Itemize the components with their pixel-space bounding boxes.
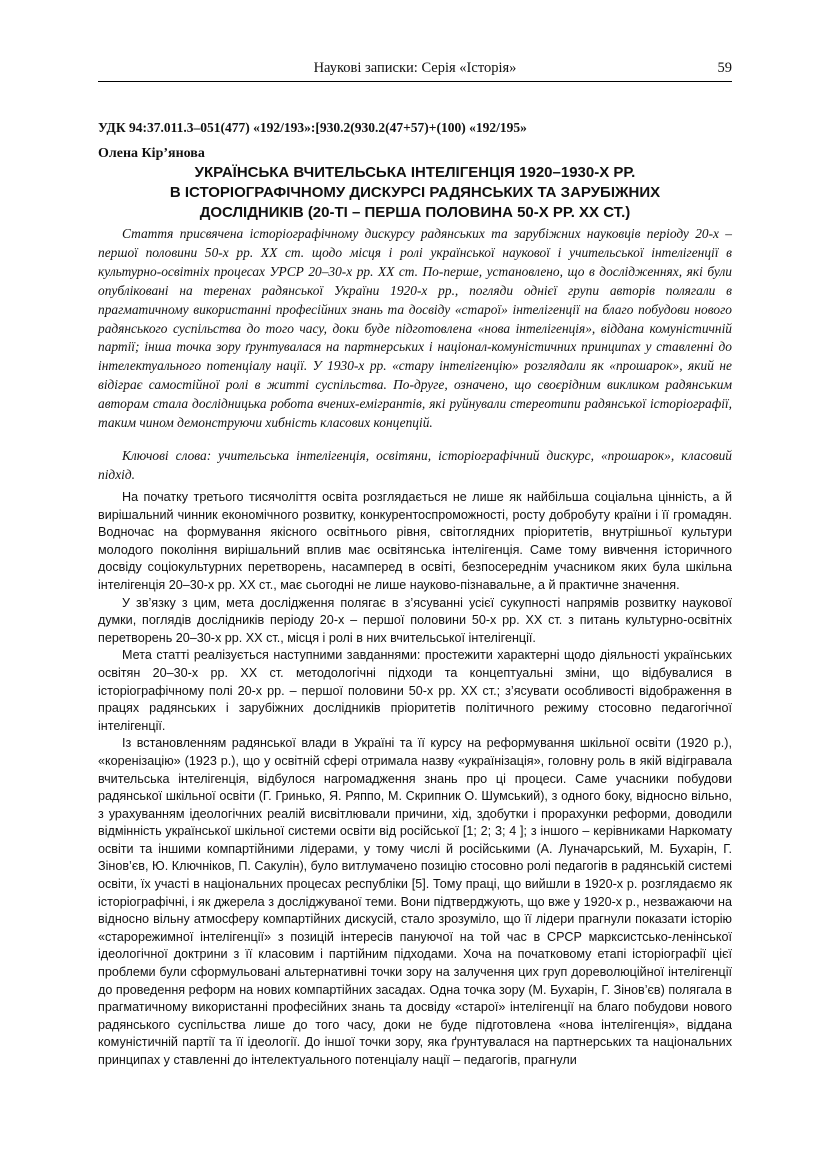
abstract: Стаття присвячена історіографічному дискурсу радянських та зарубіжних науковців періоду 20-х – першої половини 50-х рр. ХХ ст. щодо місця і ролі української наукової і учительської інтелігенції в культурно-освітніх процесах УРСР 20–30-х рр. ХХ ст. По-перше, установлено, що в дослідженнях, які були опубліковані на теренах радянської України 1920-х рр., погляди однієї групи авторів полягали в прагматичному використанні професійних знань та досвіду «старої» інтелігенції на благо побудови нового радянського суспільства до того часу, доки буде підготовлена «нова інтелігенція», віддана комуністичній партії; інша точка зору ґрунтувалася на партнерських і націонал-комуністичних принципах у ставленні до інтелектуального потенціалу нації. У 1930-х рр. «стару інтелігенцію» розглядали як «прошарок», який не відіграє самостійної ролі в житті суспільства. По-друге, означено, що своєрідним викликом радянським авторам стала дослідницька робота вчених-емігрантів, які руйнували стереотипи радянської історіографії, таким чином демонструючи хибність класових концепцій. bbox=[98, 226, 732, 431]
author-name: Олена Кір’янова bbox=[98, 146, 205, 161]
article-title bbox=[98, 163, 732, 223]
running-header bbox=[98, 58, 732, 82]
keywords: Ключові слова: учительська інтелігенція, освітяни, історіографічний дискурс, «прошарок», класовий підхід. bbox=[98, 448, 732, 482]
udc-code: УДК 94:37.011.3–051(477) «192/193»:[930.2(930.2(47+57)+(100) «192/195» bbox=[98, 120, 527, 135]
title-line: ДОСЛІДНИКІВ (20-ТІ – ПЕРША ПОЛОВИНА 50-Х РР. ХХ СТ.) bbox=[199, 204, 631, 221]
body-paragraph: Із встановленням радянської влади в Україні та її курсу на реформування шкільної освіти (1920 р.), «коренізацію» (1923 р.), що у освітній сфері отримала назву «українізація», головну роль в якій відігравала вчительська інтелігенція, відбулося нагромадження знань про ці процеси. Саме учасники побудови радянської шкільної освіти (Г. Гринько, Я. Ряппо, М. Скрипник О. Шумський), з одного боку, відносно вільно, з урахуванням ідеологічних реалій висвітлювали причини, хід, здобутки і прорахунки реформи, доводили відмінність української шкільної системи освіти від російської [1; 2; 3; 4 ]; з іншого – керівниками Наркомату освіти та іншими компартійними лідерами, у тому числі й російськими (А. Луначарський, М. Бухарін, Г. Зінов’єв, Ю. Ключніков, П. Сакулін), було витлумачено позицію стосовно ролі педагогів в радянській системі освіти, їх участі в національних процесах республіки [5]. Тому праці, що вийшли в 1920-х р. розглядаємо як історіографічні, і як джерела з досліджуваної теми. Вони підтверджують, що вже у 1920-х р., незважаючи на відносно вільну атмосферу компартійних дискусій, стало зрозуміло, що її лідери прагнули показати історію «старорежимної інтелігенції» з позицій інтересів пануючої на той час в СРСР марксистсько-ленінської ідеологічної доктрини з її класовим і партійним підходами. Хоча на початковому етапі історіографії цієї проблеми були сформульовані альтернативні точки зору на залучення цих груп дореволюційної інтелігенції до проведення реформ на нових компартійних засадах. Одна точка зору (М. Бухарін, Г. Зінов’єв) полягала в прагматичному використанні професійних знань та досвіду «старої» інтелігенції на благо побудови нового радянського суспільства лише до того часу, доки не буде підготовлена «нова інтелігенція», віддана комуністичній партії та її ідеології. До іншої точки зору, яка ґрунтувалася на партнерських та національних принципах у ставленні до інтелектуального потенціалу нації – педагогів, прагнули bbox=[98, 736, 732, 1067]
body-paragraph: Мета статті реалізується наступними завданнями: простежити характерні щодо діяльності українських освітян 20–30-х рр. ХХ ст. методологічні підходи та концептуальні зміни, що відбувалися в історіографічному полі 20-х рр. – першої половини 50-х рр. ХХ ст.; з’ясувати особливості відображення в працях радянських і зарубіжних дослідників пріоритетів політичного режиму стосовно педагогічної інтелігенції. bbox=[98, 648, 732, 733]
article-body bbox=[98, 489, 732, 1070]
running-title: Наукові записки: Серія «Історія» bbox=[313, 60, 517, 76]
header-rule bbox=[98, 81, 732, 82]
page-number: 59 bbox=[717, 60, 732, 76]
body-paragraph: На початку третього тисячоліття освіта розглядається не лише як найбільша соціальна цінність, а й вирішальний чинник економічного розвитку, конкурентоспроможності, росту добробуту країни і її громадян. Водночас на формування якісного освітнього рівня, світоглядних пріоритетів, внутрішньої культури молодого покоління вирішальний вплив має освітянська інтелігенція. Саме тому вивчення історичного досвіду соціокультурних перетворень, насамперед в освіті, безпосереднім учасником яких була шкільна інтелігенція 20–30-х рр. ХХ ст., має сьогодні не лише науково-пізнавальне, а й практичне значення. bbox=[98, 490, 732, 592]
body-paragraph: У зв’язку з цим, мета дослідження полягає в з’ясуванні усієї сукупності напрямів розвитку наукової думки, поглядів дослідників періоду 20-х – першої половини 50-х рр. ХХ ст. з питань культурно-освітніх перетворень 20–30-х рр. ХХ ст., місця і ролі в них вчительської інтелігенції. bbox=[98, 595, 732, 645]
title-line: УКРАЇНСЬКА ВЧИТЕЛЬСЬКА ІНТЕЛІГЕНЦІЯ 1920–1930-Х РР. bbox=[194, 164, 636, 181]
title-line: В ІСТОРІОГРАФІЧНОМУ ДИСКУРСІ РАДЯНСЬКИХ ТА ЗАРУБІЖНИХ bbox=[169, 184, 661, 201]
